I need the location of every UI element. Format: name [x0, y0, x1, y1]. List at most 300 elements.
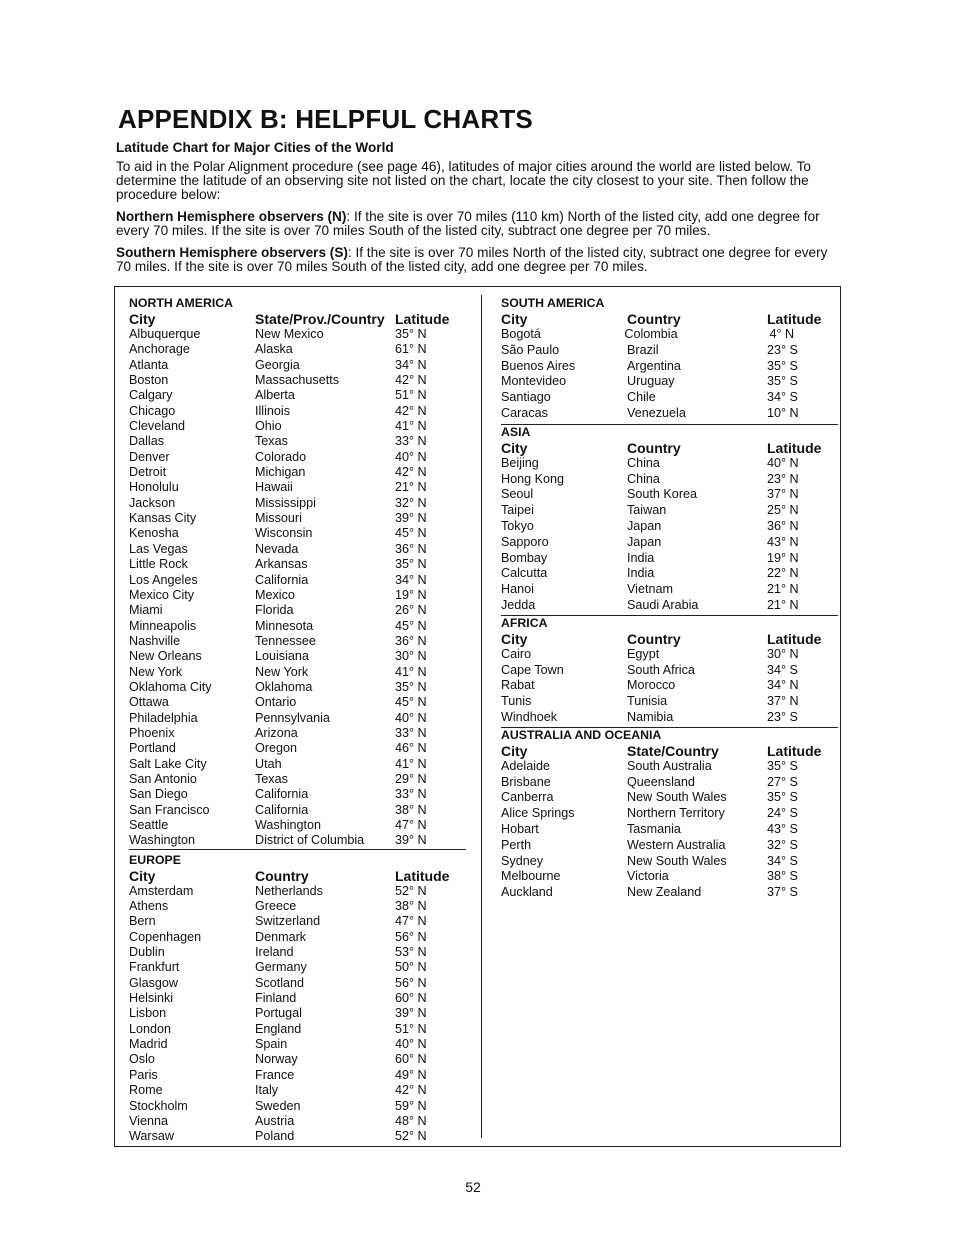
latitude-cell: 35° S	[767, 758, 798, 773]
latitude-cell: 47° N	[395, 818, 427, 832]
city-cell: Miami	[129, 603, 163, 618]
table-row	[129, 511, 466, 526]
latitude-cell: 24° S	[767, 806, 798, 821]
country-cell: Poland	[255, 1129, 295, 1144]
country-cell: California	[255, 787, 309, 802]
country-cell: Northern Territory	[627, 806, 725, 821]
country-cell: Argentina	[627, 358, 681, 373]
region-name: ASIA	[501, 424, 531, 439]
country-cell: California	[255, 802, 309, 817]
latitude-cell: 30° N	[767, 646, 799, 661]
table-header	[501, 440, 838, 456]
header-latitude: Latitude	[767, 630, 822, 647]
city-cell: Portland	[129, 741, 176, 756]
country-cell: Minnesota	[255, 618, 314, 633]
country-cell: Morocco	[627, 678, 676, 693]
table-row	[129, 833, 466, 848]
country-cell: Scotland	[255, 975, 305, 990]
city-cell: Sydney	[501, 853, 544, 868]
latitude-cell: 50° N	[395, 960, 427, 975]
column-divider	[481, 295, 482, 1138]
country-cell: China	[627, 471, 660, 486]
table-row	[129, 588, 466, 603]
latitude-cell: 53° N	[395, 945, 427, 960]
country-cell: Tennessee	[255, 633, 316, 648]
latitude-cell: 35° N	[395, 557, 427, 572]
table-row	[501, 647, 838, 663]
country-cell: New Zealand	[627, 885, 702, 900]
country-cell: South Korea	[627, 487, 698, 502]
country-cell: Illinois	[255, 403, 290, 418]
latitude-cell: 42° N	[395, 403, 427, 418]
country-cell: Wisconsin	[255, 526, 313, 541]
city-cell: Salt Lake City	[129, 756, 207, 771]
city-cell: Buenos Aires	[501, 358, 576, 373]
table-row	[129, 603, 466, 618]
table-row	[501, 487, 838, 503]
table-row	[501, 806, 838, 822]
region-europe	[129, 853, 466, 1145]
latitude-cell: 39° N	[395, 511, 427, 526]
latitude-cell: 23° N	[767, 471, 799, 486]
city-cell: Montevideo	[501, 374, 567, 389]
country-cell: District of Columbia	[255, 833, 365, 848]
latitude-cell: 56° N	[395, 975, 427, 990]
table-row	[501, 759, 838, 775]
country-cell: Uruguay	[627, 374, 675, 389]
city-cell: Windhoek	[501, 709, 558, 724]
country-cell: Tunisia	[627, 694, 668, 709]
latitude-cell: 37° N	[767, 487, 799, 502]
table-row	[501, 822, 838, 838]
country-cell: Mississippi	[255, 495, 316, 510]
latitude-cell: 23° S	[767, 709, 798, 724]
latitude-cell: 38° S	[767, 869, 798, 884]
table-row	[129, 930, 466, 945]
table-row	[129, 960, 466, 975]
latitude-cell: 40° N	[395, 449, 427, 464]
country-cell: Spain	[255, 1037, 288, 1052]
city-cell: Kansas City	[129, 511, 197, 526]
country-cell: Western Australia	[627, 837, 726, 852]
page-number: 52	[465, 1179, 481, 1195]
country-cell: Mexico	[255, 587, 295, 602]
section-subtitle: Latitude Chart for Major Cities of the World	[116, 140, 394, 155]
header-country: Country	[255, 867, 309, 884]
country-cell: Greece	[255, 899, 297, 914]
table-row	[129, 1052, 466, 1067]
city-cell: San Antonio	[129, 771, 197, 786]
table-row	[129, 991, 466, 1006]
intro-paragraph: To aid in the Polar Alignment procedure (see page 46), latitudes of major cities around the world are listed below. To determine the latitude of an observing site not listed on the chart, locate the city closest to your site. Then follow the procedure below:	[116, 159, 811, 202]
table-row	[129, 914, 466, 929]
header-city: City	[129, 311, 156, 327]
table-row	[501, 598, 838, 614]
city-cell: Cleveland	[129, 419, 186, 434]
country-cell: Arkansas	[255, 557, 308, 572]
country-cell: Switzerland	[255, 914, 321, 929]
table-row	[129, 818, 466, 833]
table-row	[129, 526, 466, 541]
city-cell: Madrid	[129, 1037, 168, 1052]
city-cell: Melbourne	[501, 869, 561, 884]
city-cell: London	[129, 1021, 172, 1036]
country-cell: Oregon	[255, 741, 298, 756]
latitude-cell: 22° N	[767, 566, 799, 581]
country-cell: Vietnam	[627, 582, 673, 597]
table-row	[129, 404, 466, 419]
header-country: Country	[627, 439, 681, 456]
table-row	[129, 1099, 466, 1114]
latitude-cell: 4° N	[769, 327, 795, 341]
table-row	[129, 1037, 466, 1052]
country-cell: Texas	[255, 771, 288, 786]
header-country: Country	[627, 311, 681, 327]
table-row	[501, 359, 838, 375]
latitude-cell: 43° N	[767, 534, 799, 549]
table-header	[501, 631, 838, 647]
table-row	[129, 480, 466, 495]
latitude-cell: 39° N	[395, 833, 427, 848]
country-cell: Austria	[255, 1113, 295, 1128]
table-row	[501, 374, 838, 390]
header-country: State/Prov./Country	[255, 311, 385, 327]
city-cell: Glasgow	[129, 975, 178, 990]
latitude-cell: 36° N	[767, 518, 799, 533]
country-cell: Michigan	[255, 465, 306, 480]
city-cell: Seoul	[501, 487, 534, 502]
country-cell: Japan	[627, 518, 662, 533]
table-row	[501, 390, 838, 406]
latitude-chart	[114, 286, 841, 1147]
latitude-cell: 19° N	[767, 550, 799, 565]
latitude-cell: 46° N	[395, 741, 427, 756]
country-cell: England	[255, 1021, 302, 1036]
country-cell: Brazil	[627, 342, 659, 357]
latitude-cell: 43° S	[767, 821, 798, 836]
country-cell: Hawaii	[255, 480, 293, 495]
city-cell: Phoenix	[129, 725, 175, 740]
latitude-cell: 52° N	[395, 1129, 427, 1144]
city-cell: Cape Town	[501, 662, 564, 677]
country-cell: France	[255, 1067, 295, 1082]
latitude-cell: 60° N	[395, 991, 427, 1006]
table-row	[129, 884, 466, 899]
table-row	[129, 757, 466, 772]
latitude-cell: 59° N	[395, 1098, 427, 1113]
country-cell: Chile	[627, 390, 656, 405]
latitude-cell: 42° N	[395, 373, 427, 388]
region-name: NORTH AMERICA	[129, 296, 234, 310]
latitude-cell: 21° N	[395, 480, 427, 495]
country-cell: Finland	[255, 991, 297, 1006]
country-cell: Pennsylvania	[255, 710, 330, 725]
header-city: City	[501, 439, 528, 456]
latitude-cell: 34° N	[767, 678, 799, 693]
city-cell: Philadelphia	[129, 710, 198, 725]
city-cell: Sapporo	[501, 534, 549, 549]
country-cell: New Mexico	[255, 327, 324, 341]
table-row	[501, 535, 838, 551]
latitude-cell: 48° N	[395, 1113, 427, 1128]
city-cell: Santiago	[501, 390, 551, 405]
table-row	[501, 678, 838, 694]
latitude-cell: 35° S	[767, 790, 798, 805]
table-header	[501, 311, 838, 327]
city-cell: Perth	[501, 837, 532, 852]
latitude-cell: 32° N	[395, 495, 427, 510]
city-cell: Calgary	[129, 388, 173, 403]
latitude-cell: 45° N	[395, 695, 427, 710]
city-cell: Jackson	[129, 495, 176, 510]
city-cell: Las Vegas	[129, 541, 188, 556]
table-row	[129, 1129, 466, 1144]
city-cell: Bern	[129, 914, 156, 929]
table-row	[129, 1083, 466, 1098]
table-row	[129, 649, 466, 664]
latitude-cell: 35° S	[767, 358, 798, 373]
table-header	[129, 311, 466, 327]
city-cell: New Orleans	[129, 649, 202, 664]
city-cell: Copenhagen	[129, 929, 202, 944]
table-row	[129, 945, 466, 960]
table-row	[129, 695, 466, 710]
latitude-cell: 35° N	[395, 327, 427, 341]
country-cell: Taiwan	[627, 503, 667, 518]
table-row	[501, 456, 838, 472]
country-cell: Japan	[627, 534, 662, 549]
southern-text: : If the site is over 70 miles North of the listed city, subtract one degree for every 70 miles. If the site is over 70 miles South of the listed city, add one degree per 70 miles.	[116, 245, 828, 274]
region-name: SOUTH AMERICA	[501, 296, 605, 310]
latitude-cell: 21° N	[767, 582, 799, 597]
country-cell: South Africa	[627, 662, 695, 677]
latitude-cell: 47° N	[395, 914, 427, 929]
region-name: AUSTRALIA AND OCEANIA	[501, 727, 662, 742]
table-row	[501, 854, 838, 870]
latitude-cell: 23° S	[767, 342, 798, 357]
right-column	[501, 296, 838, 901]
city-cell: Honolulu	[129, 480, 179, 495]
latitude-cell: 37° S	[767, 885, 798, 900]
city-cell: Bombay	[501, 550, 548, 565]
city-cell: Bogotá	[501, 327, 541, 341]
city-cell: Warsaw	[129, 1129, 175, 1144]
city-cell: Cairo	[501, 646, 532, 661]
city-cell: Anchorage	[129, 342, 190, 357]
header-latitude: Latitude	[395, 311, 450, 327]
table-row	[501, 582, 838, 598]
page-title: APPENDIX B: HELPFUL CHARTS	[118, 104, 533, 134]
table-row	[501, 694, 838, 710]
table-row	[129, 419, 466, 434]
latitude-cell: 60° N	[395, 1052, 427, 1067]
left-column	[129, 296, 466, 1145]
city-cell: Tokyo	[501, 518, 534, 533]
table-row	[129, 772, 466, 787]
country-cell: Georgia	[255, 357, 300, 372]
country-cell: Egypt	[627, 646, 660, 661]
latitude-cell: 21° N	[767, 597, 799, 612]
southern-label: Southern Hemisphere observers (S)	[116, 245, 348, 260]
region-south-america	[501, 296, 838, 425]
city-cell: Calcutta	[501, 566, 548, 581]
header-latitude: Latitude	[395, 867, 450, 884]
country-cell: China	[627, 455, 660, 470]
country-cell: Texas	[255, 434, 288, 449]
region-name: AFRICA	[501, 615, 548, 630]
latitude-cell: 34° N	[395, 572, 427, 587]
city-cell: Taipei	[501, 503, 534, 518]
header-latitude: Latitude	[767, 742, 822, 759]
header-city: City	[501, 742, 528, 759]
table-header	[501, 743, 838, 759]
latitude-cell: 33° N	[395, 434, 427, 449]
latitude-cell: 45° N	[395, 526, 427, 541]
city-cell: Chicago	[129, 403, 176, 418]
city-cell: Ottawa	[129, 695, 169, 710]
country-cell: India	[627, 550, 655, 565]
city-cell: Athens	[129, 899, 169, 914]
city-cell: Helsinki	[129, 991, 174, 1006]
country-cell: Germany	[255, 960, 307, 975]
latitude-cell: 33° N	[395, 787, 427, 802]
table-row	[129, 342, 466, 357]
table-row	[129, 899, 466, 914]
city-cell: Washington	[129, 833, 196, 848]
city-cell: Albuquerque	[129, 327, 201, 341]
city-cell: Rome	[129, 1083, 163, 1098]
country-cell: Venezuela	[627, 405, 686, 420]
intro-section	[116, 141, 844, 282]
latitude-cell: 36° N	[395, 633, 427, 648]
city-cell: Auckland	[501, 885, 553, 900]
region-name: EUROPE	[129, 852, 181, 867]
table-row	[129, 434, 466, 449]
country-cell: Oklahoma	[255, 679, 313, 694]
city-cell: Dublin	[129, 945, 165, 960]
table-row	[501, 790, 838, 806]
country-cell: Tasmania	[627, 821, 681, 836]
country-cell: Washington	[255, 818, 322, 832]
city-cell: Kenosha	[129, 526, 179, 541]
city-cell: Atlanta	[129, 357, 169, 372]
city-cell: Rabat	[501, 678, 535, 693]
table-row	[129, 373, 466, 388]
country-cell: Colorado	[255, 449, 307, 464]
city-cell: São Paulo	[501, 342, 560, 357]
city-cell: Hanoi	[501, 582, 534, 597]
table-row	[129, 680, 466, 695]
city-cell: Vienna	[129, 1113, 168, 1128]
latitude-cell: 40° N	[395, 710, 427, 725]
country-cell: Nevada	[255, 541, 299, 556]
table-row	[129, 726, 466, 741]
country-cell: Denmark	[255, 929, 307, 944]
latitude-cell: 32° S	[767, 837, 798, 852]
city-cell: Frankfurt	[129, 960, 180, 975]
country-cell: Colombia	[624, 327, 678, 341]
country-cell: South Australia	[627, 758, 712, 773]
latitude-cell: 37° N	[767, 694, 799, 709]
latitude-cell: 36° N	[395, 541, 427, 556]
country-cell: Alaska	[255, 342, 293, 357]
city-cell: Hobart	[501, 821, 539, 836]
northern-text: : If the site is over 70 miles (110 km) North of the listed city, add one degree for every 70 miles. If the site is over 70 miles South of the listed city, subtract one degree per 70 miles.	[116, 209, 820, 238]
latitude-cell: 26° N	[395, 603, 427, 618]
latitude-cell: 39° N	[395, 1006, 427, 1021]
table-row	[129, 358, 466, 373]
latitude-cell: 34° S	[767, 662, 798, 677]
table-row	[129, 711, 466, 726]
latitude-cell: 41° N	[395, 419, 427, 434]
country-cell: Ireland	[255, 945, 294, 960]
country-cell: Alberta	[255, 388, 295, 403]
latitude-cell: 38° N	[395, 899, 427, 914]
city-cell: Denver	[129, 449, 170, 464]
latitude-cell: 40° N	[767, 455, 799, 470]
country-cell: New York	[255, 664, 309, 679]
country-cell: Ohio	[255, 419, 282, 434]
latitude-cell: 34° S	[767, 390, 798, 405]
country-cell: Norway	[255, 1052, 298, 1067]
country-cell: Massachusetts	[255, 373, 339, 388]
latitude-cell: 51° N	[395, 1021, 427, 1036]
latitude-cell: 33° N	[395, 725, 427, 740]
table-row	[501, 519, 838, 535]
city-cell: San Diego	[129, 787, 188, 802]
latitude-cell: 34° N	[395, 357, 427, 372]
city-cell: Oklahoma City	[129, 679, 212, 694]
latitude-cell: 61° N	[395, 342, 427, 357]
northern-label: Northern Hemisphere observers (N)	[116, 209, 347, 224]
latitude-cell: 25° N	[767, 503, 799, 518]
northern-paragraph	[116, 210, 844, 238]
country-cell: Arizona	[255, 725, 298, 740]
latitude-cell: 52° N	[395, 883, 427, 898]
latitude-cell: 49° N	[395, 1067, 427, 1082]
latitude-cell: 29° N	[395, 771, 427, 786]
country-cell: Missouri	[255, 511, 302, 526]
table-row	[501, 343, 838, 359]
table-row	[129, 1022, 466, 1037]
latitude-cell: 38° N	[395, 802, 427, 817]
latitude-cell: 41° N	[395, 756, 427, 771]
latitude-cell: 35° S	[767, 374, 798, 389]
latitude-cell: 56° N	[395, 929, 427, 944]
country-cell: Victoria	[627, 869, 669, 884]
region-australia-oceania	[501, 728, 838, 901]
table-row	[129, 450, 466, 465]
header-country: Country	[627, 630, 681, 647]
city-cell: Lisbon	[129, 1006, 167, 1021]
city-cell: Seattle	[129, 818, 169, 832]
city-cell: Minneapolis	[129, 618, 197, 633]
city-cell: Hong Kong	[501, 471, 565, 486]
city-cell: Dallas	[129, 434, 164, 449]
latitude-cell: 51° N	[395, 388, 427, 403]
region-north-america	[129, 296, 466, 850]
country-cell: Queensland	[627, 774, 695, 789]
city-cell: Detroit	[129, 465, 167, 480]
table-row	[501, 838, 838, 854]
table-row	[501, 885, 838, 901]
city-cell: Alice Springs	[501, 806, 575, 821]
latitude-cell: 19° N	[395, 587, 427, 602]
table-row	[501, 869, 838, 885]
table-row	[129, 573, 466, 588]
country-cell: Portugal	[255, 1006, 302, 1021]
city-cell: San Francisco	[129, 802, 210, 817]
